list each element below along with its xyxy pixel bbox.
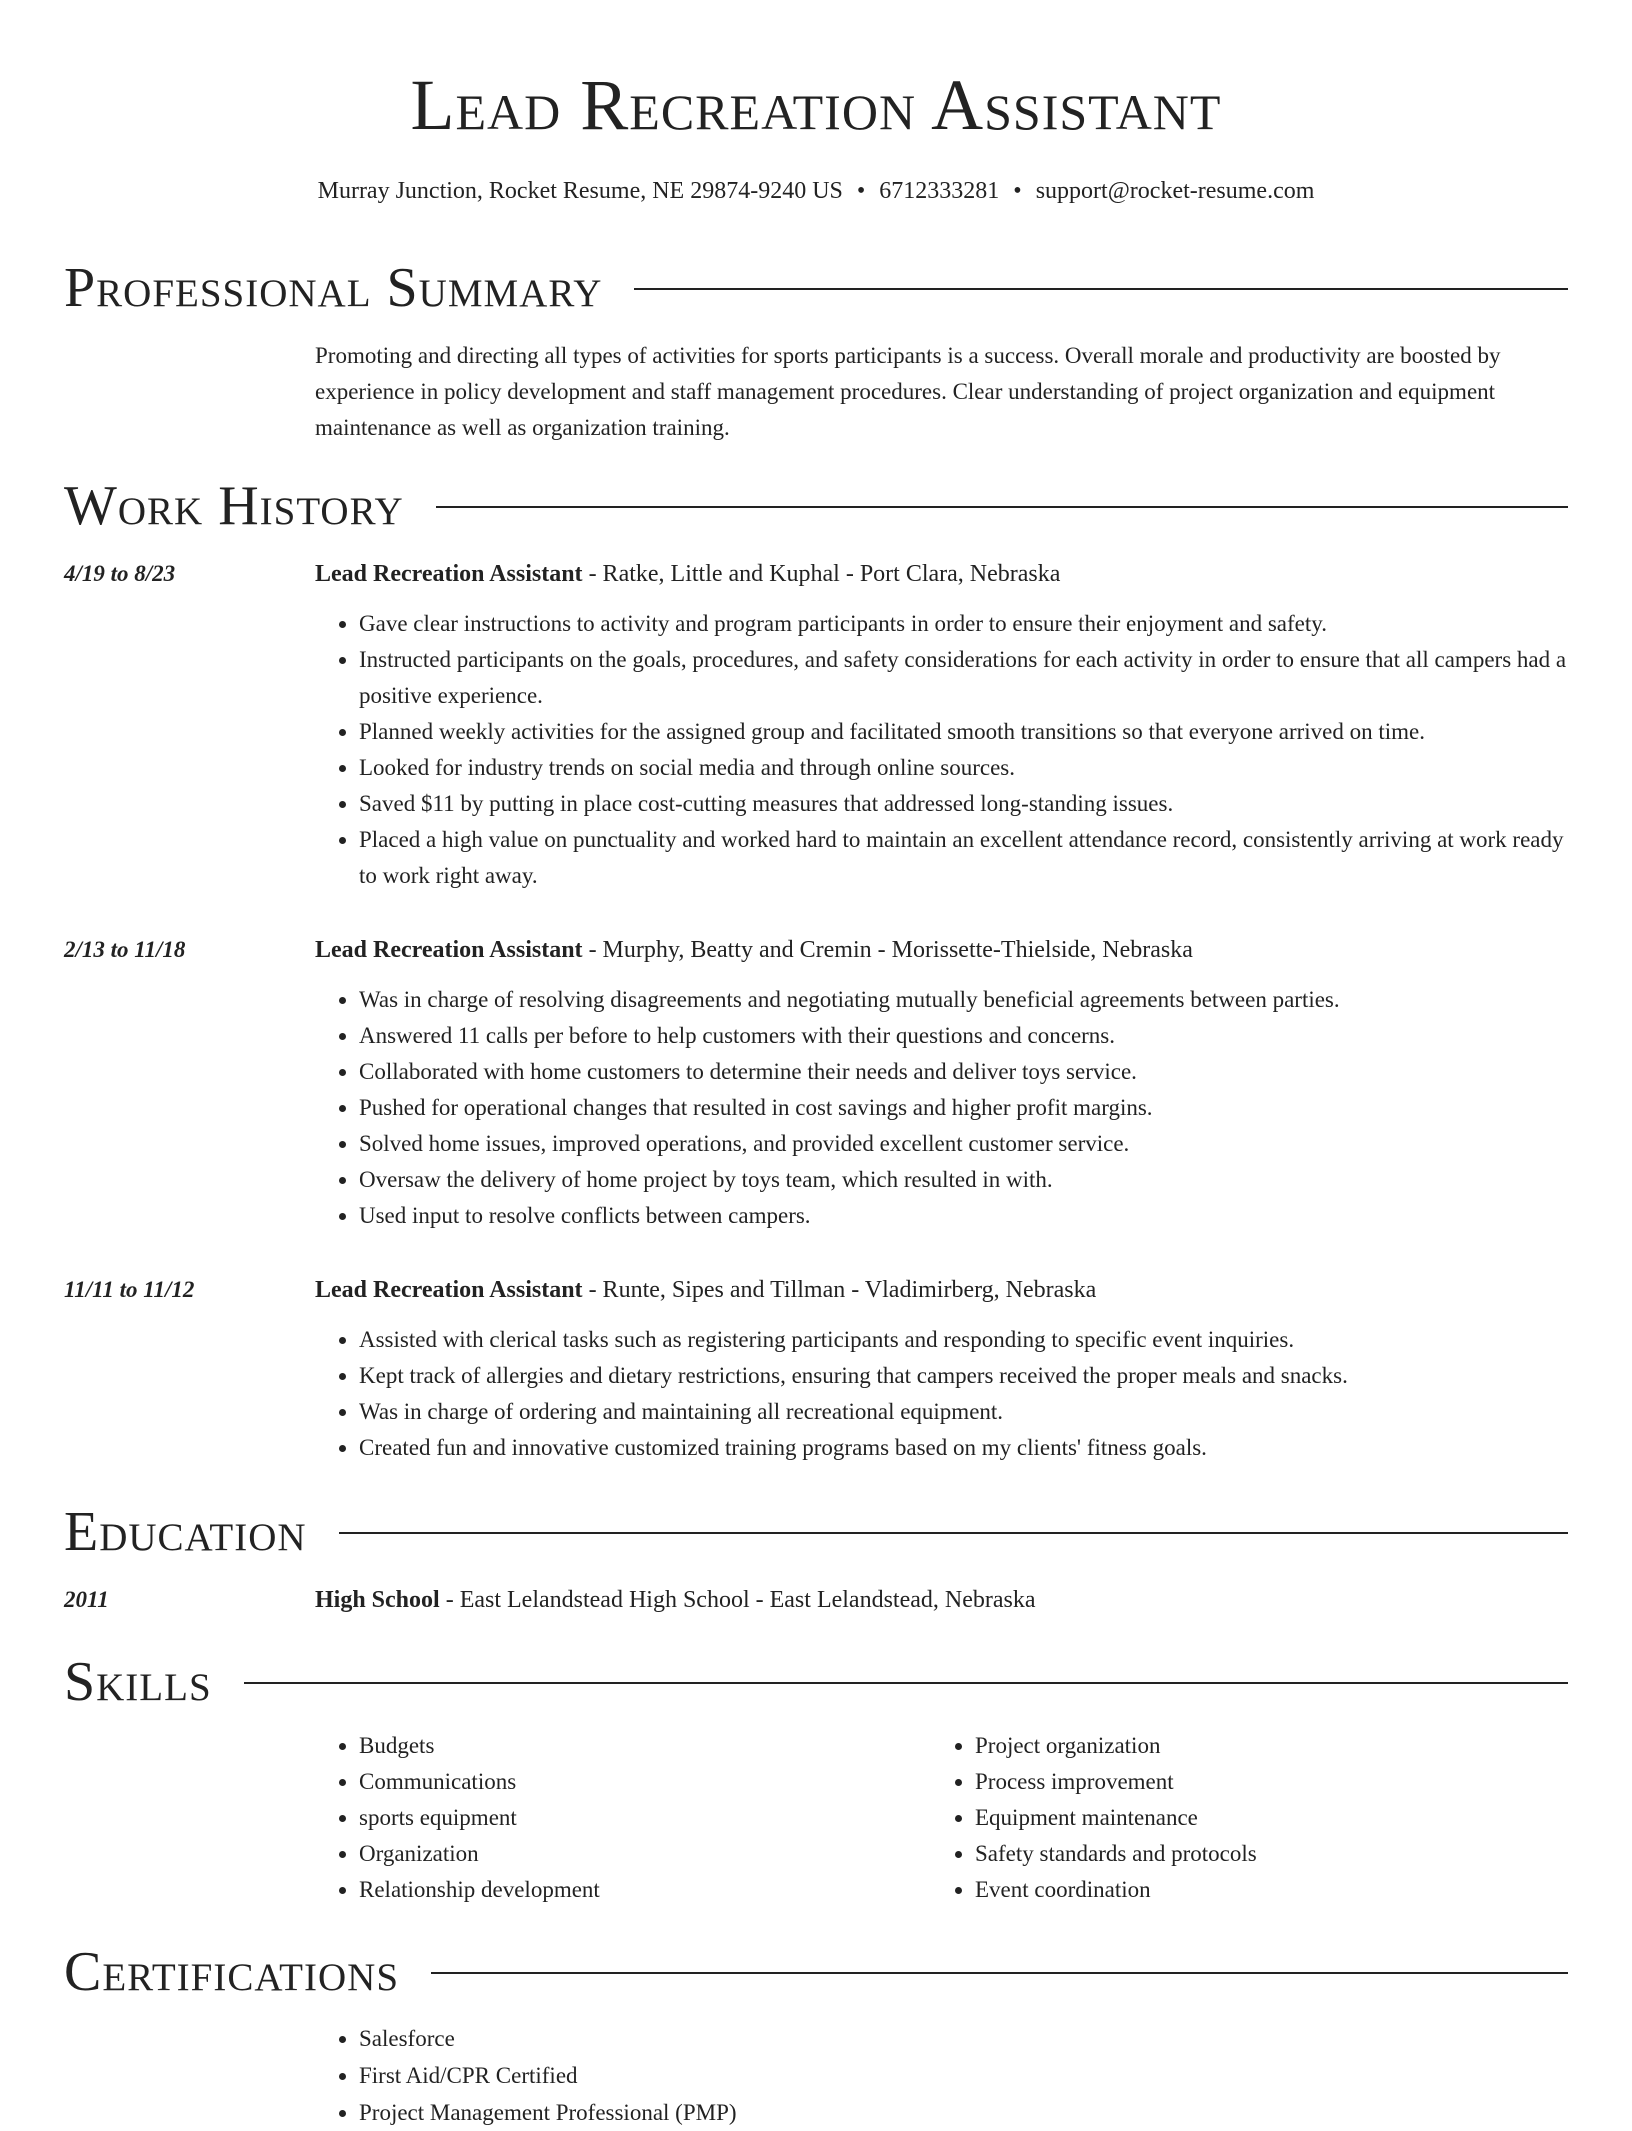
skills-section-header bbox=[64, 1650, 1568, 1714]
job-entry bbox=[64, 932, 1568, 1234]
job-bullet: • Solved home issues, improved operations, and provided excellent customer service. bbox=[359, 1126, 1568, 1162]
section-divider bbox=[431, 1972, 1568, 1974]
job-bullet: • Planned weekly activities for the assigned group and facilitated smooth transitions so that everyone arrived on time. bbox=[359, 714, 1568, 750]
education-year: 2011 bbox=[64, 1587, 109, 1612]
section-title-summary: Professional Summary bbox=[64, 257, 603, 319]
contact-line bbox=[0, 174, 1632, 208]
section-title-education: Education bbox=[64, 1501, 307, 1563]
skill-item: • Communications bbox=[359, 1764, 931, 1800]
job-title: Lead Recreation Assistant bbox=[315, 561, 583, 587]
job-dates: 4/19 to 8/23 bbox=[64, 561, 176, 586]
section-title-certifications: Certifications bbox=[64, 1941, 400, 2003]
job-bullets bbox=[315, 982, 1568, 1234]
job-bullet: • Assisted with clerical tasks such as registering participants and responding to specific event inquiries. bbox=[359, 1322, 1568, 1358]
skill-item: • Budgets bbox=[359, 1728, 931, 1764]
certifications-list bbox=[315, 2020, 1568, 2131]
job-title: Lead Recreation Assistant bbox=[315, 937, 583, 963]
job-bullet: • Instructed participants on the goals, procedures, and safety considerations for each activity in order to ensure that all campers had a positive experience. bbox=[359, 642, 1568, 714]
job-title: Lead Recreation Assistant bbox=[315, 1277, 583, 1303]
skills-column-right bbox=[931, 1728, 1547, 1908]
certification-item: • Project Management Professional (PMP) bbox=[359, 2094, 1568, 2131]
summary-section-header bbox=[64, 256, 1568, 320]
skill-item: • Equipment maintenance bbox=[975, 1800, 1547, 1836]
section-divider bbox=[339, 1532, 1568, 1534]
job-details: - Ratke, Little and Kuphal - Port Clara, Nebraska bbox=[582, 561, 1061, 587]
skill-item: • sports equipment bbox=[359, 1800, 931, 1836]
job-entry bbox=[64, 1272, 1568, 1466]
skill-item: • Event coordination bbox=[975, 1872, 1547, 1908]
education-line bbox=[315, 1582, 1568, 1618]
education-section-header bbox=[64, 1500, 1568, 1564]
section-divider bbox=[436, 506, 1568, 508]
job-bullet: • Placed a high value on punctuality and worked hard to maintain an excellent attendance record, consistently arriving at work ready to work right away. bbox=[359, 822, 1568, 894]
job-bullet: • Oversaw the delivery of home project by toys team, which resulted in with. bbox=[359, 1162, 1568, 1198]
certification-item: • Salesforce bbox=[359, 2020, 1568, 2057]
certifications-section-header bbox=[64, 1940, 1568, 2004]
summary-text: Promoting and directing all types of activities for sports participants is a success. Overall morale and productivity are boosted by experience in policy development and staff management procedures. Clear understanding of project organization and equipment maintenance as well as organization training. bbox=[315, 343, 1501, 440]
job-bullet: • Was in charge of ordering and maintaining all recreational equipment. bbox=[359, 1394, 1568, 1430]
job-entry bbox=[64, 556, 1568, 894]
section-title-skills: Skills bbox=[64, 1651, 212, 1713]
skills-column-left bbox=[315, 1728, 931, 1908]
contact-phone: 6712333281 bbox=[879, 178, 1000, 204]
education-entry bbox=[64, 1582, 1568, 1618]
section-divider bbox=[244, 1682, 1568, 1684]
resume-name: Lead Recreation Assistant bbox=[410, 65, 1222, 145]
skills-list bbox=[315, 1728, 1568, 1908]
job-details: - Runte, Sipes and Tillman - Vladimirberg, Nebraska bbox=[582, 1277, 1097, 1303]
job-bullet: • Was in charge of resolving disagreements and negotiating mutually beneficial agreements between parties. bbox=[359, 982, 1568, 1018]
education-details: - East Lelandstead High School - East Lelandstead, Nebraska bbox=[439, 1587, 1036, 1613]
section-title-work: Work History bbox=[64, 475, 404, 537]
certification-item: • First Aid/CPR Certified bbox=[359, 2057, 1568, 2094]
job-bullet: • Saved $11 by putting in place cost-cutting measures that addressed long-standing issues. bbox=[359, 786, 1568, 822]
skill-item: • Process improvement bbox=[975, 1764, 1547, 1800]
job-bullet: • Kept track of allergies and dietary restrictions, ensuring that campers received the proper meals and snacks. bbox=[359, 1358, 1568, 1394]
job-title-line bbox=[315, 1272, 1568, 1308]
job-bullet: • Looked for industry trends on social media and through online sources. bbox=[359, 750, 1568, 786]
work-section-header bbox=[64, 474, 1568, 538]
job-title-line bbox=[315, 932, 1568, 968]
job-bullet: • Collaborated with home customers to determine their needs and deliver toys service. bbox=[359, 1054, 1568, 1090]
job-bullets bbox=[315, 606, 1568, 894]
job-bullet: • Answered 11 calls per before to help customers with their questions and concerns. bbox=[359, 1018, 1568, 1054]
section-divider bbox=[634, 288, 1568, 290]
job-dates: 2/13 to 11/18 bbox=[64, 937, 186, 962]
contact-separator: • bbox=[1013, 178, 1022, 204]
education-degree: High School bbox=[315, 1587, 440, 1613]
contact-address: Murray Junction, Rocket Resume, NE 29874-9240 US bbox=[317, 178, 843, 204]
job-bullet: • Used input to resolve conflicts between campers. bbox=[359, 1198, 1568, 1234]
skill-item: • Project organization bbox=[975, 1728, 1547, 1764]
job-bullet: • Gave clear instructions to activity and program participants in order to ensure their enjoyment and safety. bbox=[359, 606, 1568, 642]
job-bullet: • Pushed for operational changes that resulted in cost savings and higher profit margins. bbox=[359, 1090, 1568, 1126]
job-bullets bbox=[315, 1322, 1568, 1466]
job-dates: 11/11 to 11/12 bbox=[64, 1277, 195, 1302]
skill-item: • Relationship development bbox=[359, 1872, 931, 1908]
job-bullet: • Created fun and innovative customized training programs based on my clients' fitness goals. bbox=[359, 1430, 1568, 1466]
job-details: - Murphy, Beatty and Cremin - Morissette-Thielside, Nebraska bbox=[582, 937, 1193, 963]
skill-item: • Organization bbox=[359, 1836, 931, 1872]
skill-item: • Safety standards and protocols bbox=[975, 1836, 1547, 1872]
contact-email: support@rocket-resume.com bbox=[1035, 178, 1315, 204]
contact-separator: • bbox=[856, 178, 866, 204]
job-title-line bbox=[315, 556, 1568, 592]
